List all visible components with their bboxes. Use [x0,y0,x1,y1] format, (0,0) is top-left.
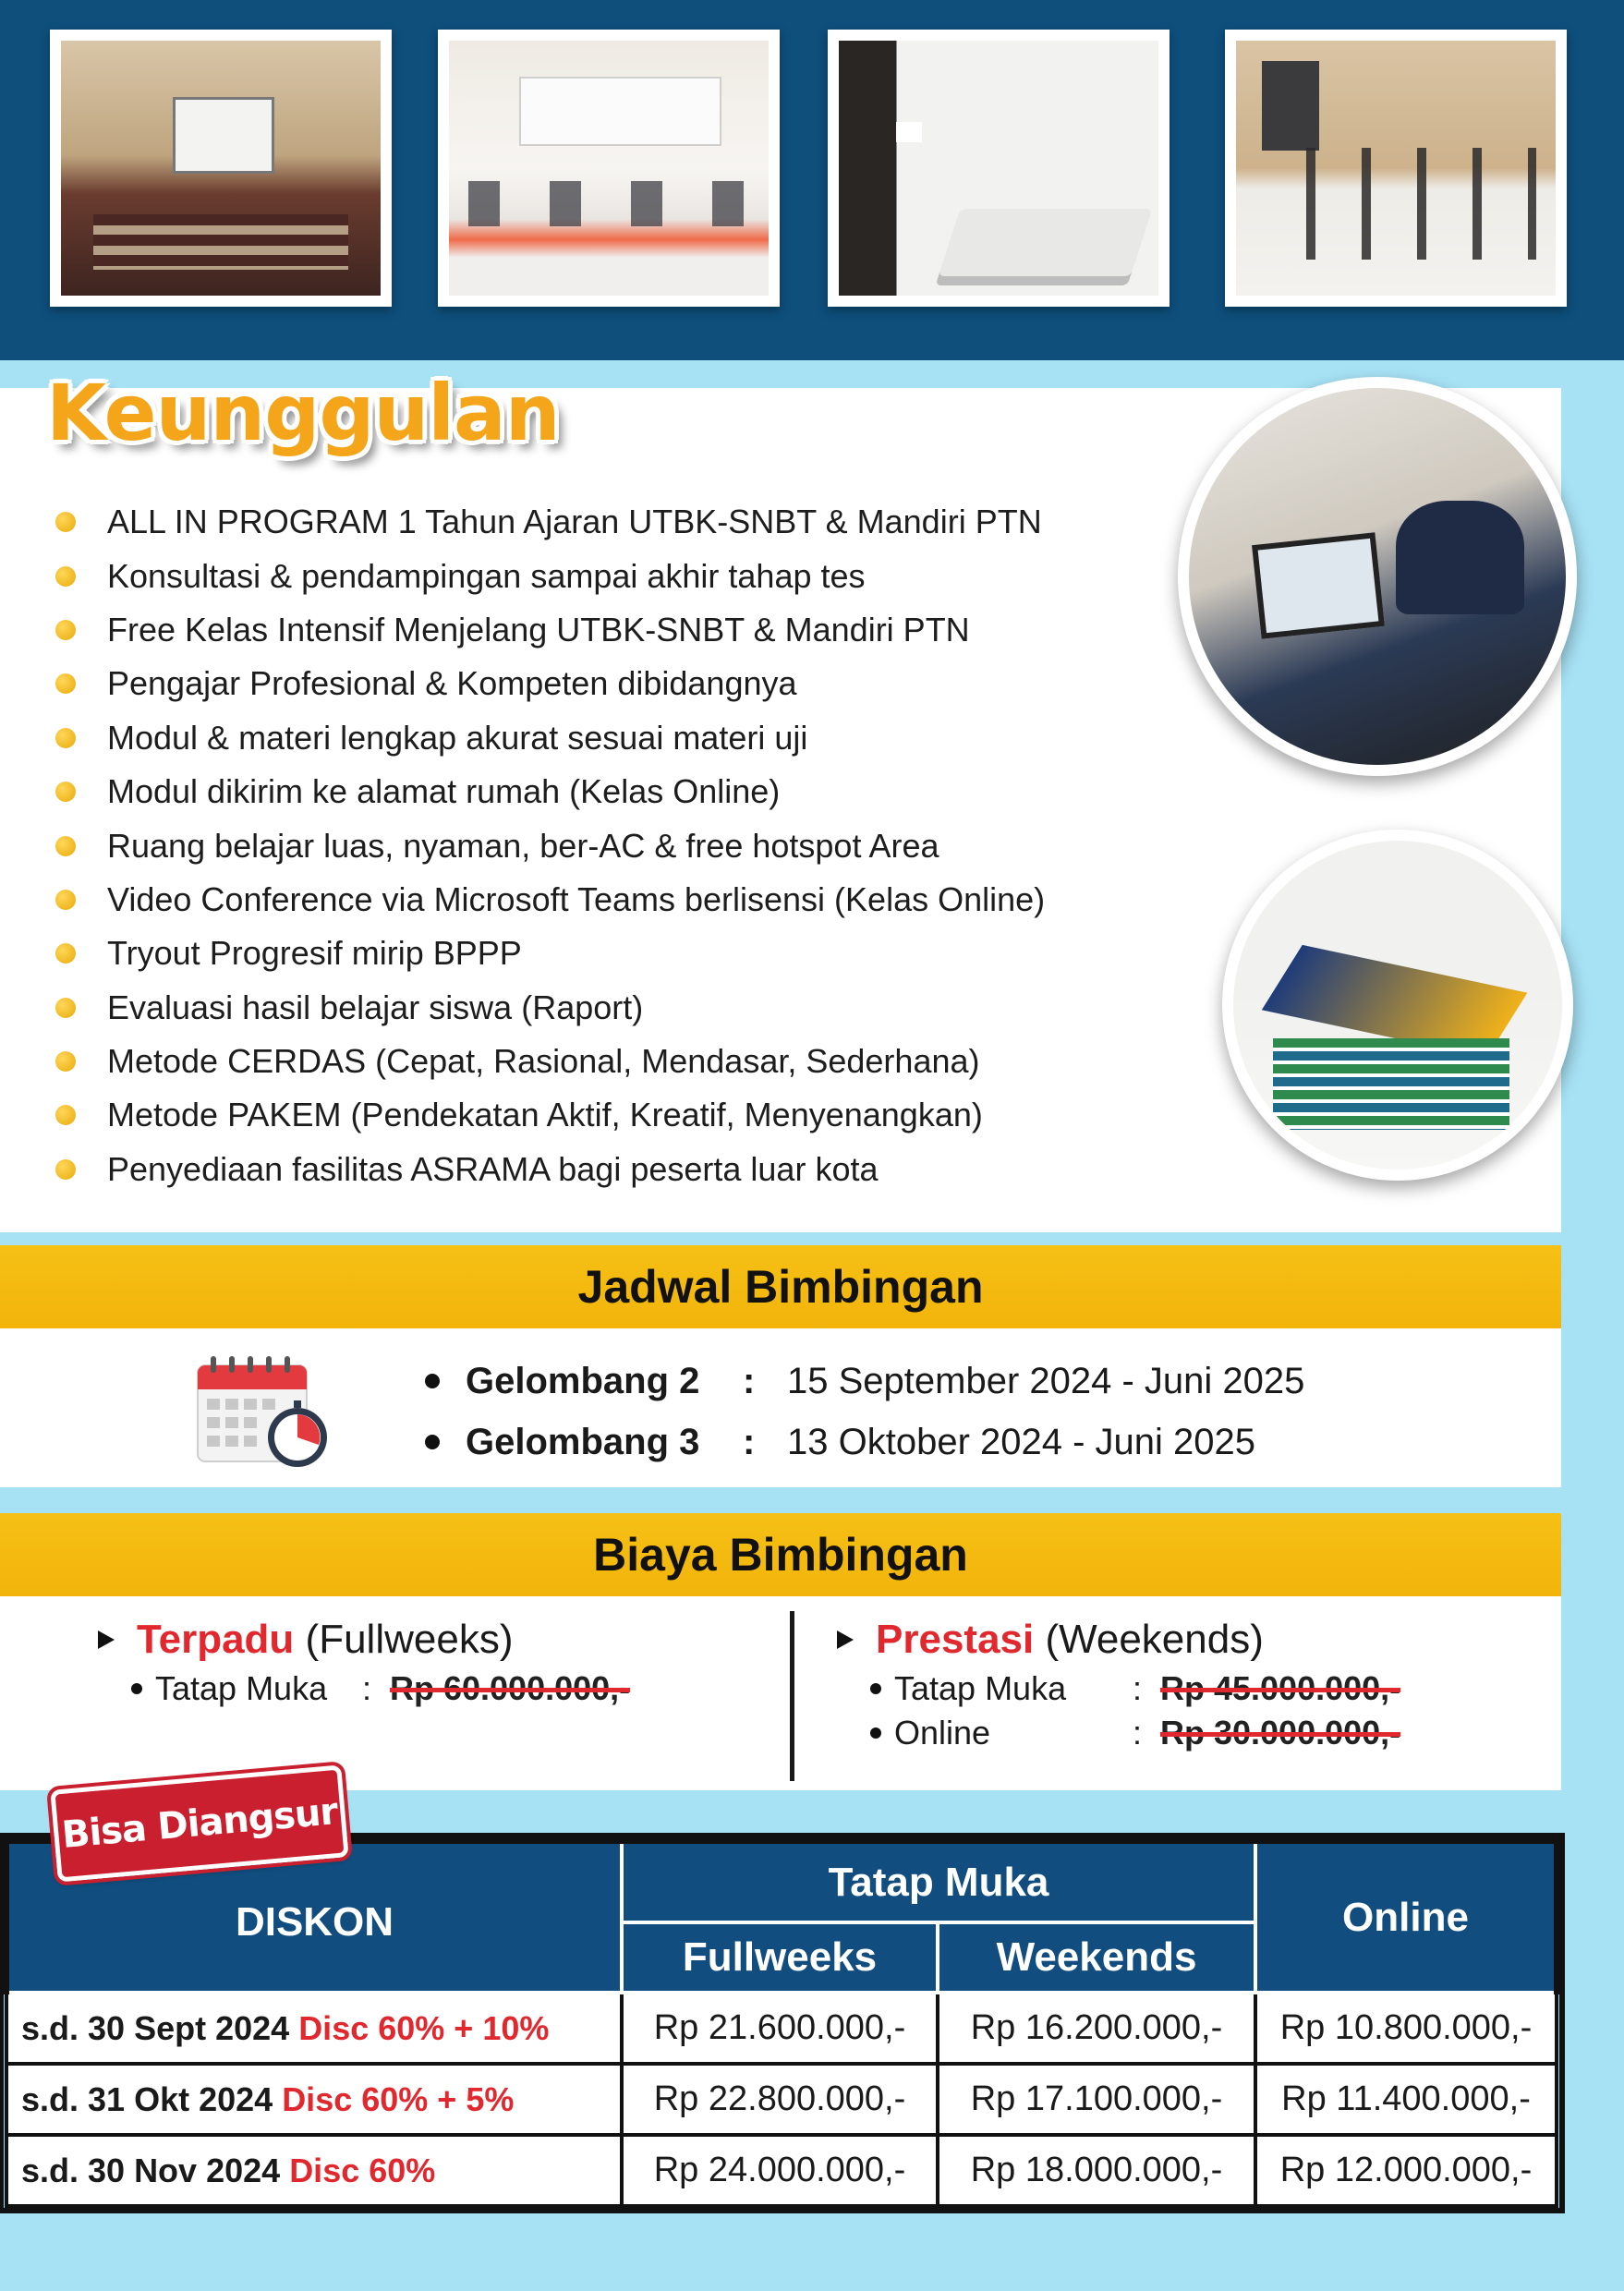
schedule-list [425,1351,1304,1473]
jadwal-title: Jadwal Bimbingan [0,1245,1561,1328]
arrow-right-icon [837,1630,854,1649]
bullet-icon [131,1683,142,1694]
biaya-title: Biaya Bimbingan [0,1513,1561,1596]
bullet-icon [870,1683,881,1694]
list-item: Konsultasi & pendampingan sampai akhir tahap tes [55,549,1045,602]
table-row: s.d. 30 Nov 2024 Disc 60% Rp 24.000.000,- Rp 18.000.000,- Rp 12.000.000,- [6,2135,1557,2206]
list-item: Metode CERDAS (Cepat, Rasional, Mendasar, Sederhana) [55,1035,1045,1088]
bullet-icon [55,1105,76,1125]
list-item: Modul & materi lengkap akurat sesuai materi uji [55,711,1045,765]
col-weekends: Weekends [938,1922,1255,1993]
list-item: Evaluasi hasil belajar siswa (Raport) [55,981,1045,1035]
bullet-icon [55,782,76,802]
bullet-icon [425,1374,440,1388]
col-diskon: DISKON [6,1841,622,1993]
bullet-icon [55,673,76,694]
keunggulan-list [55,495,1045,1196]
list-item: Metode PAKEM (Pendekatan Aktif, Kreatif, Menyenangkan) [55,1088,1045,1142]
terpadu-price: Terpadu (Fullweeks) Tatap Muka : Rp 60.000.000,- [98,1613,630,1711]
bisa-diangsur-stamp: Bisa Diangsur [50,1764,349,1882]
bullet-icon [55,890,76,910]
bullet-icon [55,998,76,1018]
modules-books-photo [1222,830,1573,1181]
price-divider [790,1611,794,1781]
bullet-icon [55,728,76,748]
list-item: Penyediaan fasilitas ASRAMA bagi peserta luar kota [55,1143,1045,1196]
classroom-photo [50,30,392,307]
list-item: Pengajar Profesional & Kompeten dibidangnya [55,657,1045,710]
bullet-icon [425,1435,440,1449]
students-photo [1178,377,1577,776]
col-tatap-muka: Tatap Muka [622,1841,1255,1922]
list-item: Free Kelas Intensif Menjelang UTBK-SNBT & Mandiri PTN [55,603,1045,657]
arrow-right-icon [98,1630,115,1649]
calendar-clock-icon [194,1352,333,1471]
list-item: Gelombang 3 : 13 Oktober 2024 - Juni 2025 [425,1412,1304,1473]
bullet-icon [55,836,76,856]
list-item: Gelombang 2 : 15 September 2024 - Juni 2025 [425,1351,1304,1412]
bullet-icon [55,1051,76,1072]
discount-table [4,1838,1559,2208]
dorm-bed-photo [828,30,1170,307]
list-item: Modul dikirim ke alamat rumah (Kelas Online) [55,765,1045,818]
table-row: s.d. 31 Okt 2024 Disc 60% + 5% Rp 22.800.000,- Rp 17.100.000,- Rp 11.400.000,- [6,2064,1557,2135]
reception-photo [438,30,780,307]
keunggulan-title: Keunggulan [46,368,560,458]
bullet-icon [55,512,76,532]
bullet-icon [55,620,76,640]
col-online: Online [1255,1841,1557,1993]
table-row: s.d. 30 Sept 2024 Disc 60% + 10% Rp 21.600.000,- Rp 16.200.000,- Rp 10.800.000,- [6,1993,1557,2064]
list-item: Video Conference via Microsoft Teams berlisensi (Kelas Online) [55,873,1045,927]
bullet-icon [55,566,76,587]
prestasi-price: Prestasi (Weekends) Tatap Muka : Rp 45.000.000,- Online : Rp 30.000.000,- [837,1613,1400,1755]
bullet-icon [870,1727,881,1739]
study-area-photo [1225,30,1567,307]
bullet-icon [55,1159,76,1180]
list-item: Ruang belajar luas, nyaman, ber-AC & free hotspot Area [55,818,1045,872]
list-item: Tryout Progresif mirip BPPP [55,927,1045,980]
top-photo-band [0,0,1624,360]
list-item: ALL IN PROGRAM 1 Tahun Ajaran UTBK-SNBT & Mandiri PTN [55,495,1045,549]
col-fullweeks: Fullweeks [622,1922,938,1993]
bullet-icon [55,943,76,964]
